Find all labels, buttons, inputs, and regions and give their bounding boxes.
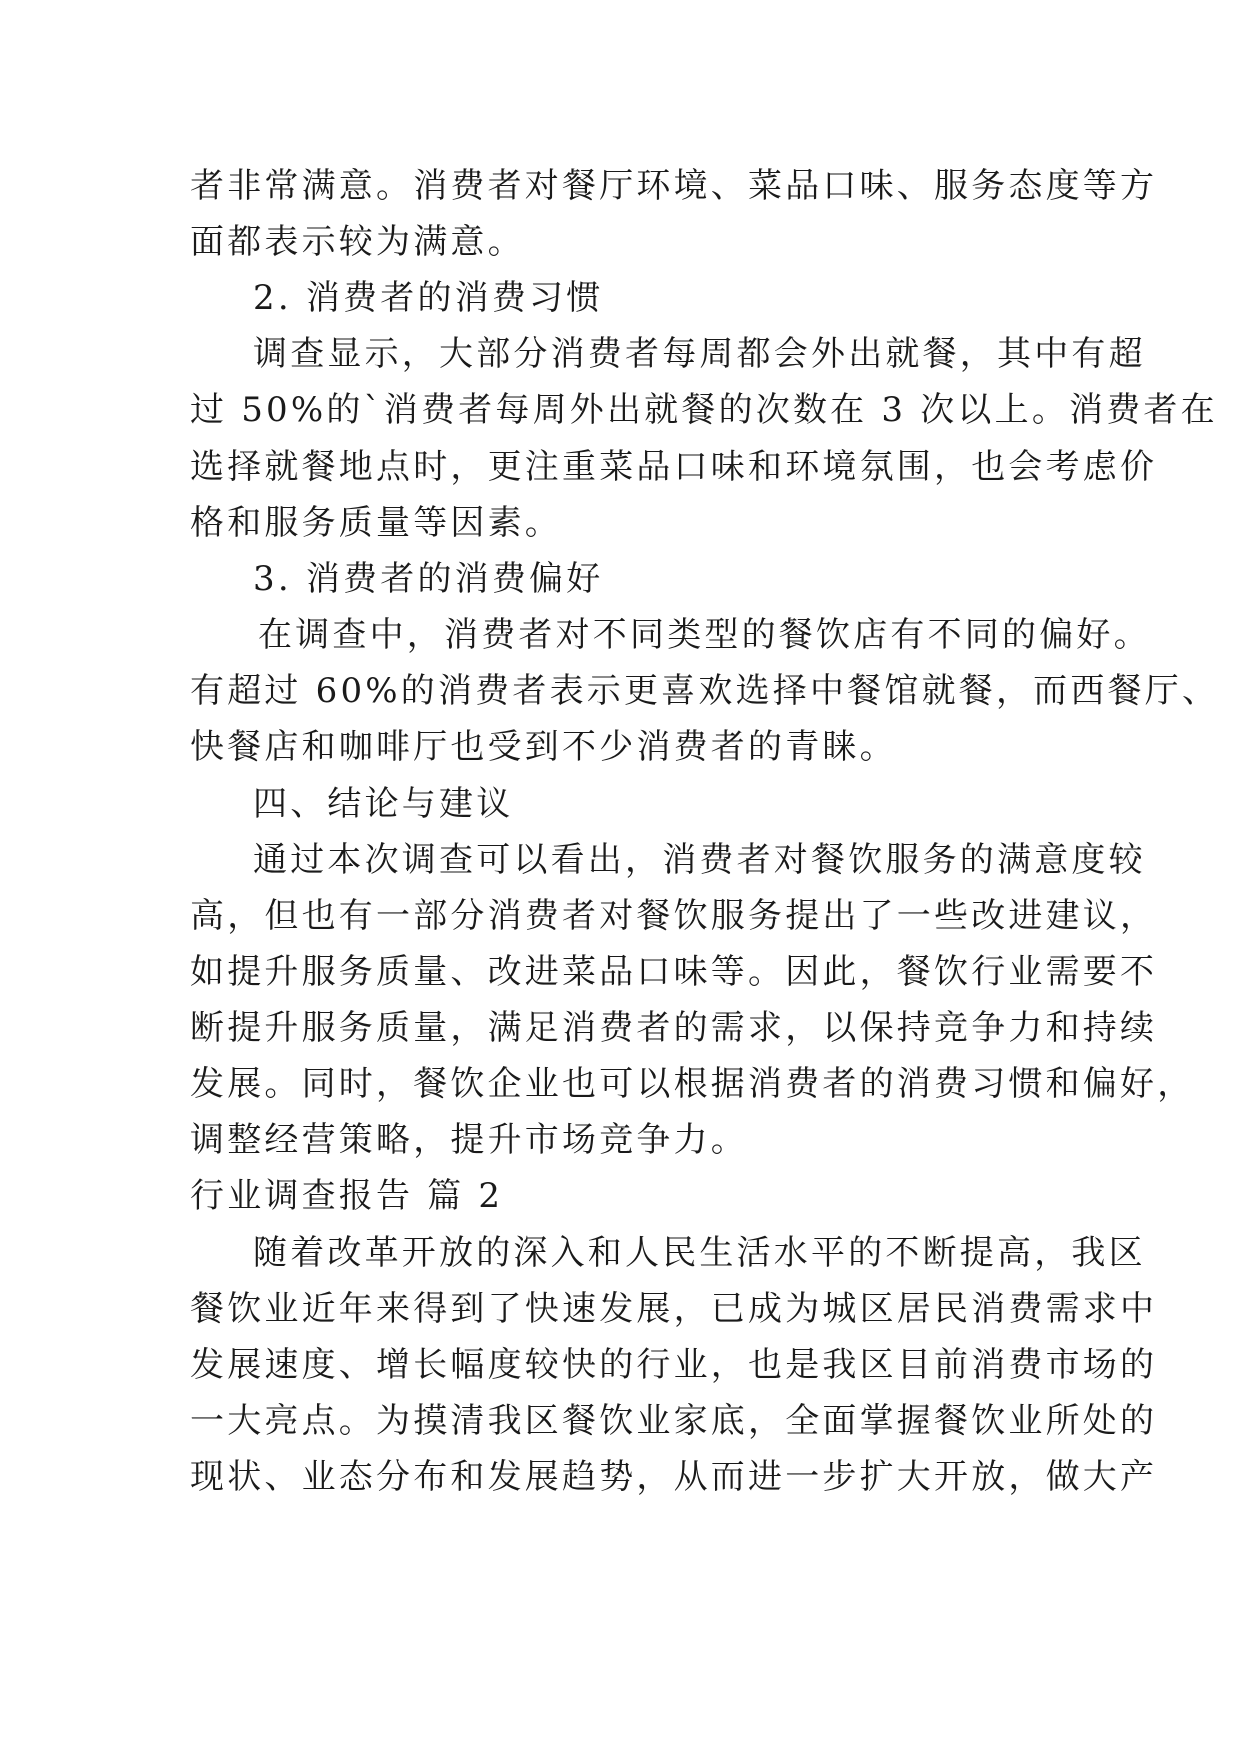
body-text-line: 如提升服务质量、改进菜品口味等。因此，餐饮行业需要不 [190,952,1158,992]
body-text-line: 现状、业态分布和发展趋势，从而进一步扩大开放，做大产 [190,1457,1158,1497]
section-heading: 3. 消费者的消费偏好 [253,559,604,599]
body-text-line: 在调查中，消费者对不同类型的餐饮店有不同的偏好。 [258,615,1151,655]
body-text-line: 有超过 60%的消费者表示更喜欢选择中餐馆就餐，而西餐厅、 [190,671,1220,711]
body-text-line: 通过本次调查可以看出，消费者对餐饮服务的满意度较 [253,840,1146,880]
body-text-line: 调查显示，大部分消费者每周都会外出就餐，其中有超 [253,334,1146,374]
body-text-line: 一大亮点。为摸清我区餐饮业家底，全面掌握餐饮业所处的 [190,1401,1158,1441]
body-text-line: 高，但也有一部分消费者对餐饮服务提出了一些改进建议， [190,896,1158,936]
body-text-line: 者非常满意。消费者对餐厅环境、菜品口味、服务态度等方 [190,166,1158,206]
body-text-line: 选择就餐地点时，更注重菜品口味和环境氛围，也会考虑价 [190,447,1158,487]
body-text-line: 格和服务质量等因素。 [190,503,562,543]
body-text-line: 发展。同时，餐饮企业也可以根据消费者的消费习惯和偏好， [190,1064,1195,1104]
body-text-line: 餐饮业近年来得到了快速发展，已成为城区居民消费需求中 [190,1289,1158,1329]
report-part-heading: 行业调查报告 篇 2 [190,1176,504,1216]
body-text-line: 面都表示较为满意。 [190,222,525,262]
body-text-line: 调整经营策略，提升市场竞争力。 [190,1120,748,1160]
section-heading: 2. 消费者的消费习惯 [253,278,604,318]
body-text-line: 发展速度、增长幅度较快的行业，也是我区目前消费市场的 [190,1345,1158,1385]
body-text-line: 快餐店和咖啡厅也受到不少消费者的青睐。 [190,727,897,767]
section-heading: 四、结论与建议 [253,784,514,824]
body-text-line: 过 50%的`消费者每周外出就餐的次数在 3 次以上。消费者在 [190,390,1218,430]
body-text-line: 断提升服务质量，满足消费者的需求，以保持竞争力和持续 [190,1008,1158,1048]
body-text-line: 随着改革开放的深入和人民生活水平的不断提高，我区 [253,1233,1146,1273]
